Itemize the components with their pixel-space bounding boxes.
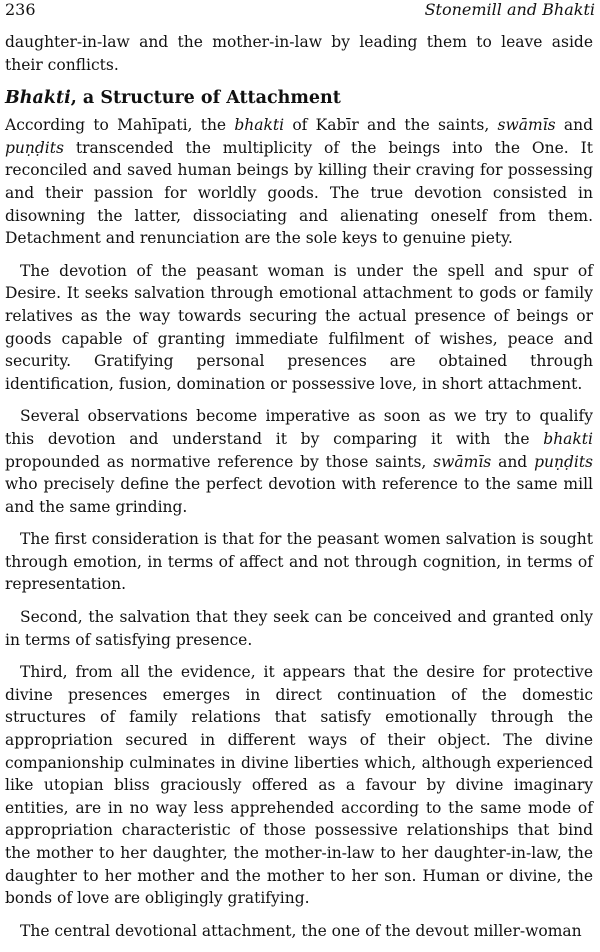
body-text	[5, 31, 593, 952]
running-title: Stonemill and Bhakti	[424, 0, 595, 19]
page-header	[5, 0, 595, 24]
paragraph-3: Several observations become imperative as soon as we try to qualify this devotion and understand it by comparing it with the bhakti propounded as normative reference by those saints, swāmīs and puṇḍits who precisely define the perfect devotion with reference to the same mill and the same grinding.	[5, 407, 594, 516]
paragraph-2: The devotion of the peasant woman is under the spell and spur of Desire. It seeks salvation through emotional attachment to gods or family relatives as the way towards securing the actual presence of beings or goods capable of granting immediate fulfilment of wishes, peace and security. Gratifying personal presences are obtained through identification, fusion, domination or possessive love, in short attachment.	[5, 261, 593, 393]
page-number: 236	[5, 0, 36, 19]
section-heading-italic: Bhakti	[5, 88, 71, 109]
paragraph-4: The first consideration is that for the peasant women salvation is sought through emotion, in terms of affect and not through cognition, in terms of representation.	[5, 530, 593, 594]
section-heading-rest: , a Structure of Attachment	[70, 88, 341, 109]
paragraph-continued: daughter-in-law and the mother-in-law by leading them to leave aside their conflicts.	[5, 33, 593, 74]
paragraph-7: The central devotional attachment, the one of the devout miller-woman	[20, 921, 582, 940]
paragraph-6: Third, from all the evidence, it appears that the desire for protective divine presences emerges in direct continuation of the domestic structures of family relations that satisfy emotionally through the appropriation secured in different ways of their object. The divine companionship culminates in divine liberties which, although experienced like utopian bliss graciously offered as a favour by divine imaginary entities, are in no way less apprehended according to the same mode of appropriation characteristic of those possessive relationships that bind the mother to her daughter, the mother-in-law to her daughter-in-law, the daughter to her mother and the mother to her son. Human or divine, the bonds of love are obligingly gratifying.	[5, 663, 593, 908]
section-heading	[5, 86, 593, 110]
paragraph-1: According to Mahīpati, the bhakti of Kabīr and the saints, swāmīs and puṇḍits transcended the multiplicity of the beings into the One. It reconciled and saved human beings by killing their craving for possessing and their passion for worldly goods. The true devotion consisted in disowning the latter, dissociating and alienating oneself from them. Detachment and renunciation are the sole keys to genuine piety.	[5, 116, 594, 248]
paragraph-5: Second, the salvation that they seek can be conceived and granted only in terms of satisfying presence.	[5, 608, 593, 649]
